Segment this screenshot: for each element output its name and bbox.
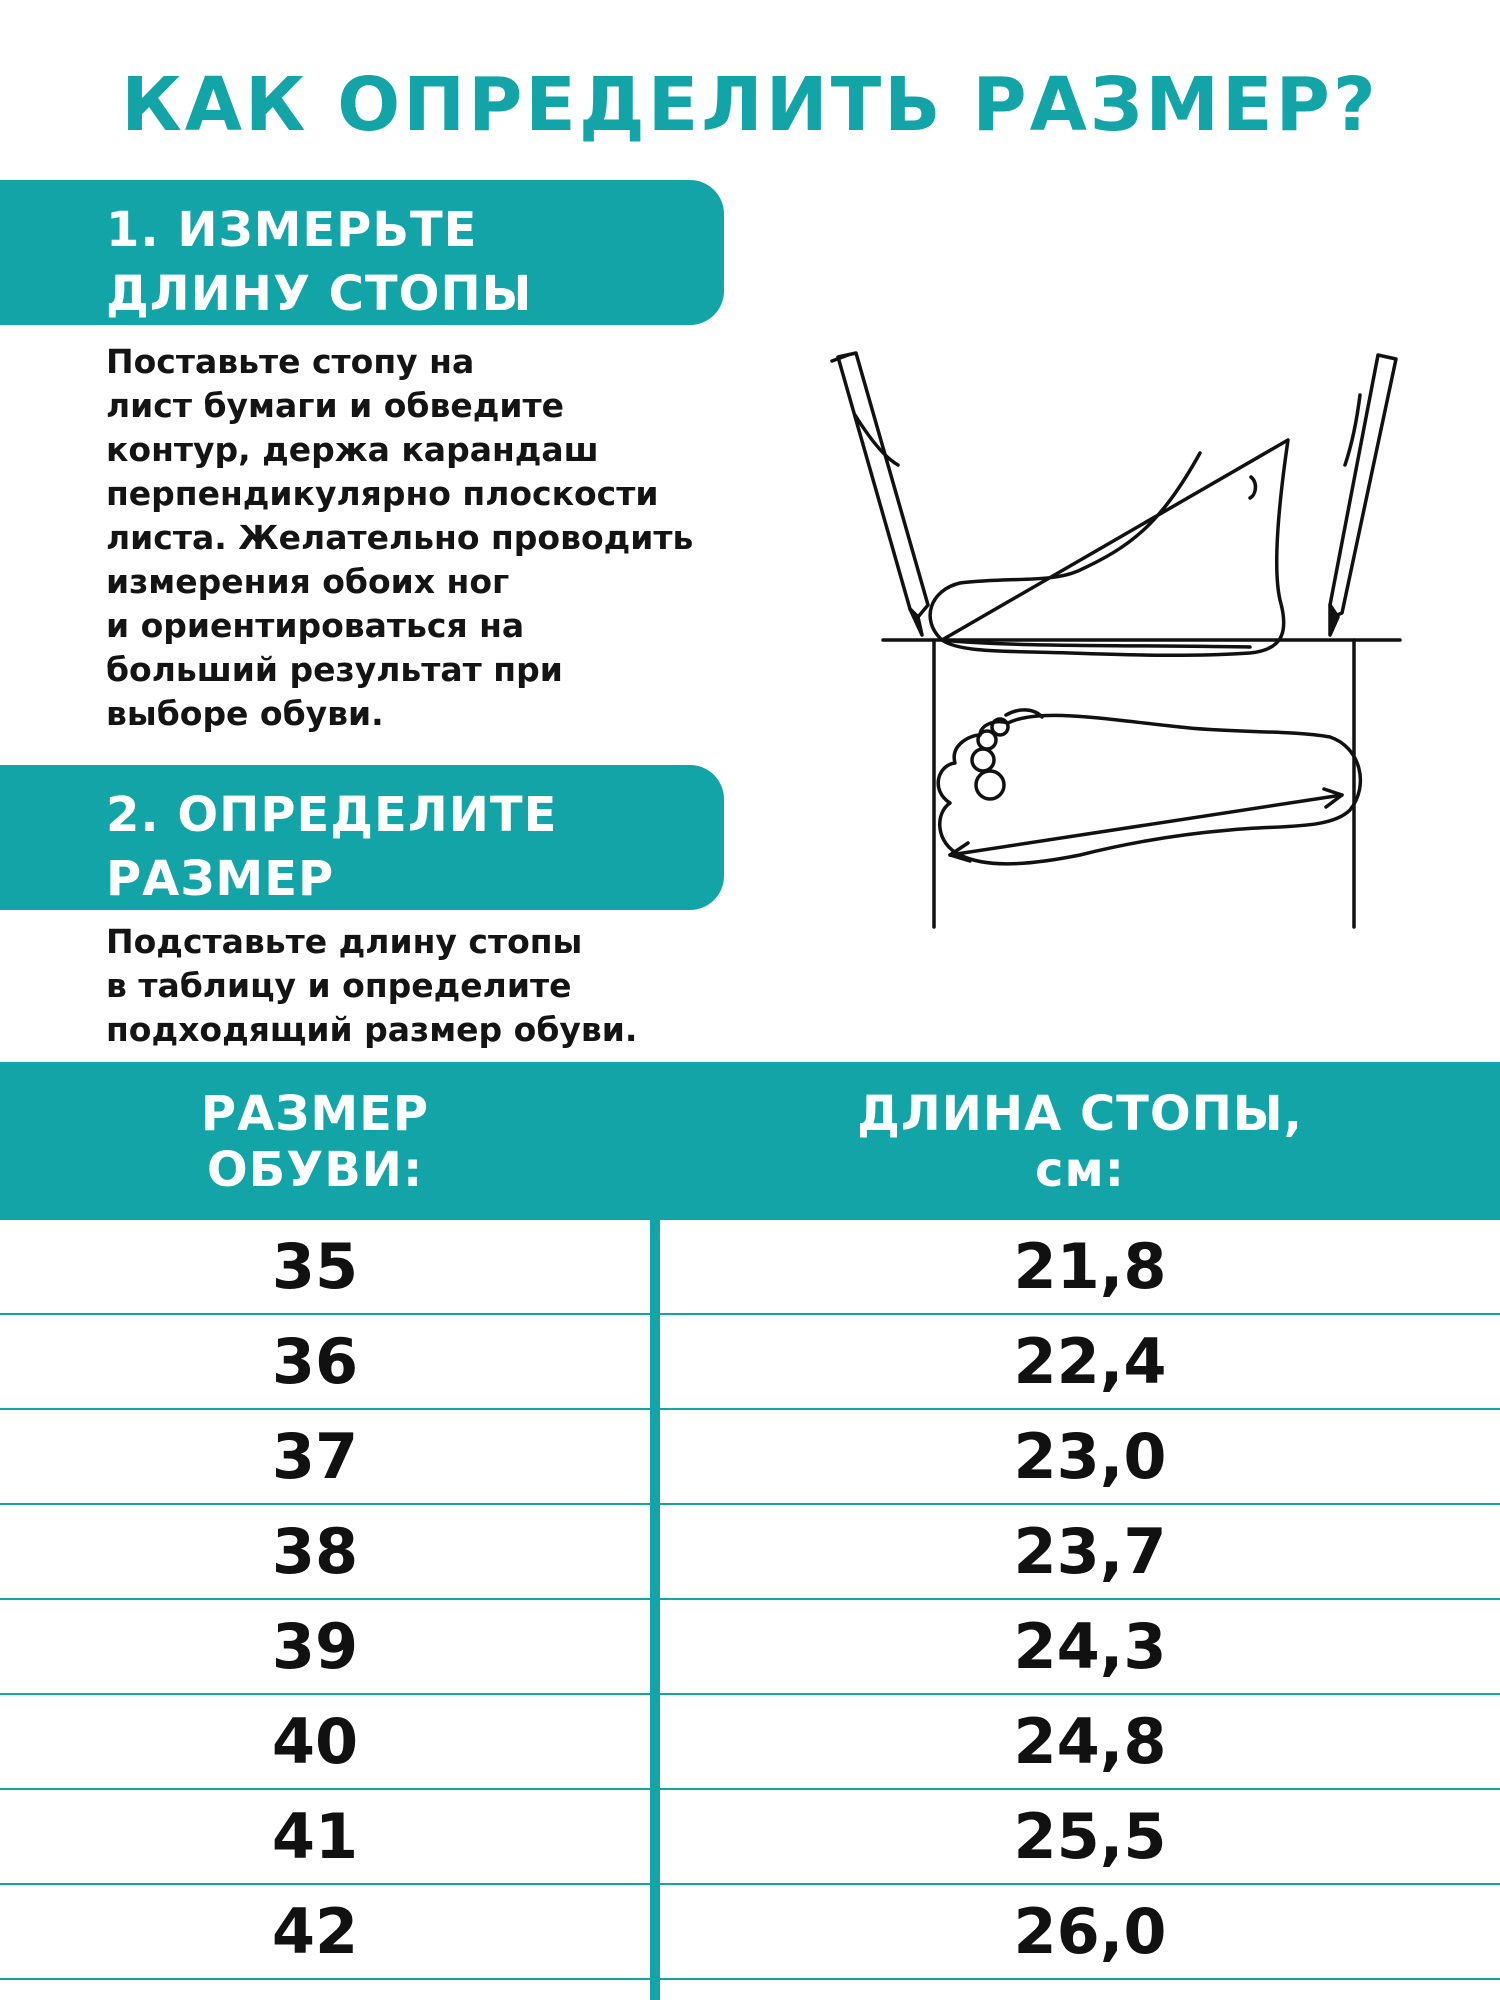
- shoe-size-cell: 35: [271, 1230, 359, 1303]
- column-divider: [650, 1220, 660, 2000]
- step1-instructions: [106, 340, 693, 736]
- foot-length-cell: 21,8: [1013, 1230, 1167, 1303]
- table-row: [0, 1220, 1500, 1315]
- table-row: [0, 1410, 1500, 1505]
- foot-measurement-illustration: [810, 335, 1410, 935]
- step1-text-line: листа. Желательно проводить: [106, 518, 694, 557]
- foot-length-cell: 22,4: [1013, 1325, 1167, 1398]
- column-header-shoe-size: [0, 1086, 630, 1198]
- left-pencil-icon: [832, 353, 928, 635]
- step1-banner: [0, 180, 724, 325]
- shoe-size-cell: 41: [271, 1800, 359, 1873]
- step2-banner: [0, 765, 724, 910]
- table-row: [0, 1885, 1500, 1980]
- measurement-arrow-icon: [950, 789, 1342, 861]
- foot-length-cell: 24,3: [1013, 1610, 1167, 1683]
- foot-length-cell: 24,8: [1013, 1705, 1167, 1778]
- foot-length-cell: 23,0: [1013, 1420, 1167, 1493]
- step1-text-line: контур, держа карандаш: [106, 430, 599, 469]
- shoe-size-cell: 40: [271, 1705, 359, 1778]
- column-header-line: ОБУВИ:: [206, 1142, 424, 1198]
- step2-text-line: Подставьте длину стопы: [106, 922, 583, 961]
- table-row: [0, 1315, 1500, 1410]
- shoe-size-cell: 39: [271, 1610, 359, 1683]
- step2-heading-line: 2. ОПРЕДЕЛИТЕ: [106, 787, 558, 843]
- column-header-line: РАЗМЕР: [200, 1086, 430, 1142]
- shoe-size-cell: 42: [271, 1895, 359, 1968]
- column-header-line: см:: [1035, 1142, 1125, 1198]
- step1-text-line: лист бумаги и обведите: [106, 386, 564, 425]
- size-table-header: [0, 1062, 1500, 1220]
- step2-heading-line: РАЗМЕР: [106, 851, 335, 907]
- table-row: [0, 1505, 1500, 1600]
- step1-heading-line: ДЛИНУ СТОПЫ: [106, 266, 533, 322]
- column-header-line: ДЛИНА СТОПЫ,: [857, 1086, 1303, 1142]
- step2-text-line: в таблицу и определите: [106, 966, 572, 1005]
- page-title: КАК ОПРЕДЕЛИТЬ РАЗМЕР?: [121, 62, 1379, 148]
- table-row: [0, 1600, 1500, 1695]
- column-header-foot-length: [660, 1086, 1500, 1198]
- shoe-size-cell: 37: [271, 1420, 359, 1493]
- step1-text-line: перпендикулярно плоскости: [106, 474, 659, 513]
- foot-length-cell: 25,5: [1013, 1800, 1167, 1873]
- shoe-size-cell: 36: [271, 1325, 359, 1398]
- step2-instructions: [106, 920, 637, 1052]
- right-pencil-icon: [1330, 355, 1396, 635]
- step2-text-line: подходящий размер обуви.: [106, 1010, 638, 1049]
- shoe-size-cell: 38: [271, 1515, 359, 1588]
- step1-heading-line: 1. ИЗМЕРЬТЕ: [106, 202, 478, 258]
- foot-length-cell: 26,0: [1013, 1895, 1167, 1968]
- step1-text-line: и ориентироваться на: [106, 606, 525, 645]
- step1-text-line: больший результат при: [106, 650, 563, 689]
- table-row: [0, 1790, 1500, 1885]
- size-table-body: [0, 1220, 1500, 2000]
- foot-length-cell: 23,7: [1013, 1515, 1167, 1588]
- table-row: [0, 1695, 1500, 1790]
- step1-text-line: выборе обуви.: [106, 694, 384, 733]
- foot-side-outline-icon: [930, 440, 1288, 655]
- step1-text-line: Поставьте стопу на: [106, 342, 475, 381]
- step1-text-line: измерения обоих ног: [106, 562, 510, 601]
